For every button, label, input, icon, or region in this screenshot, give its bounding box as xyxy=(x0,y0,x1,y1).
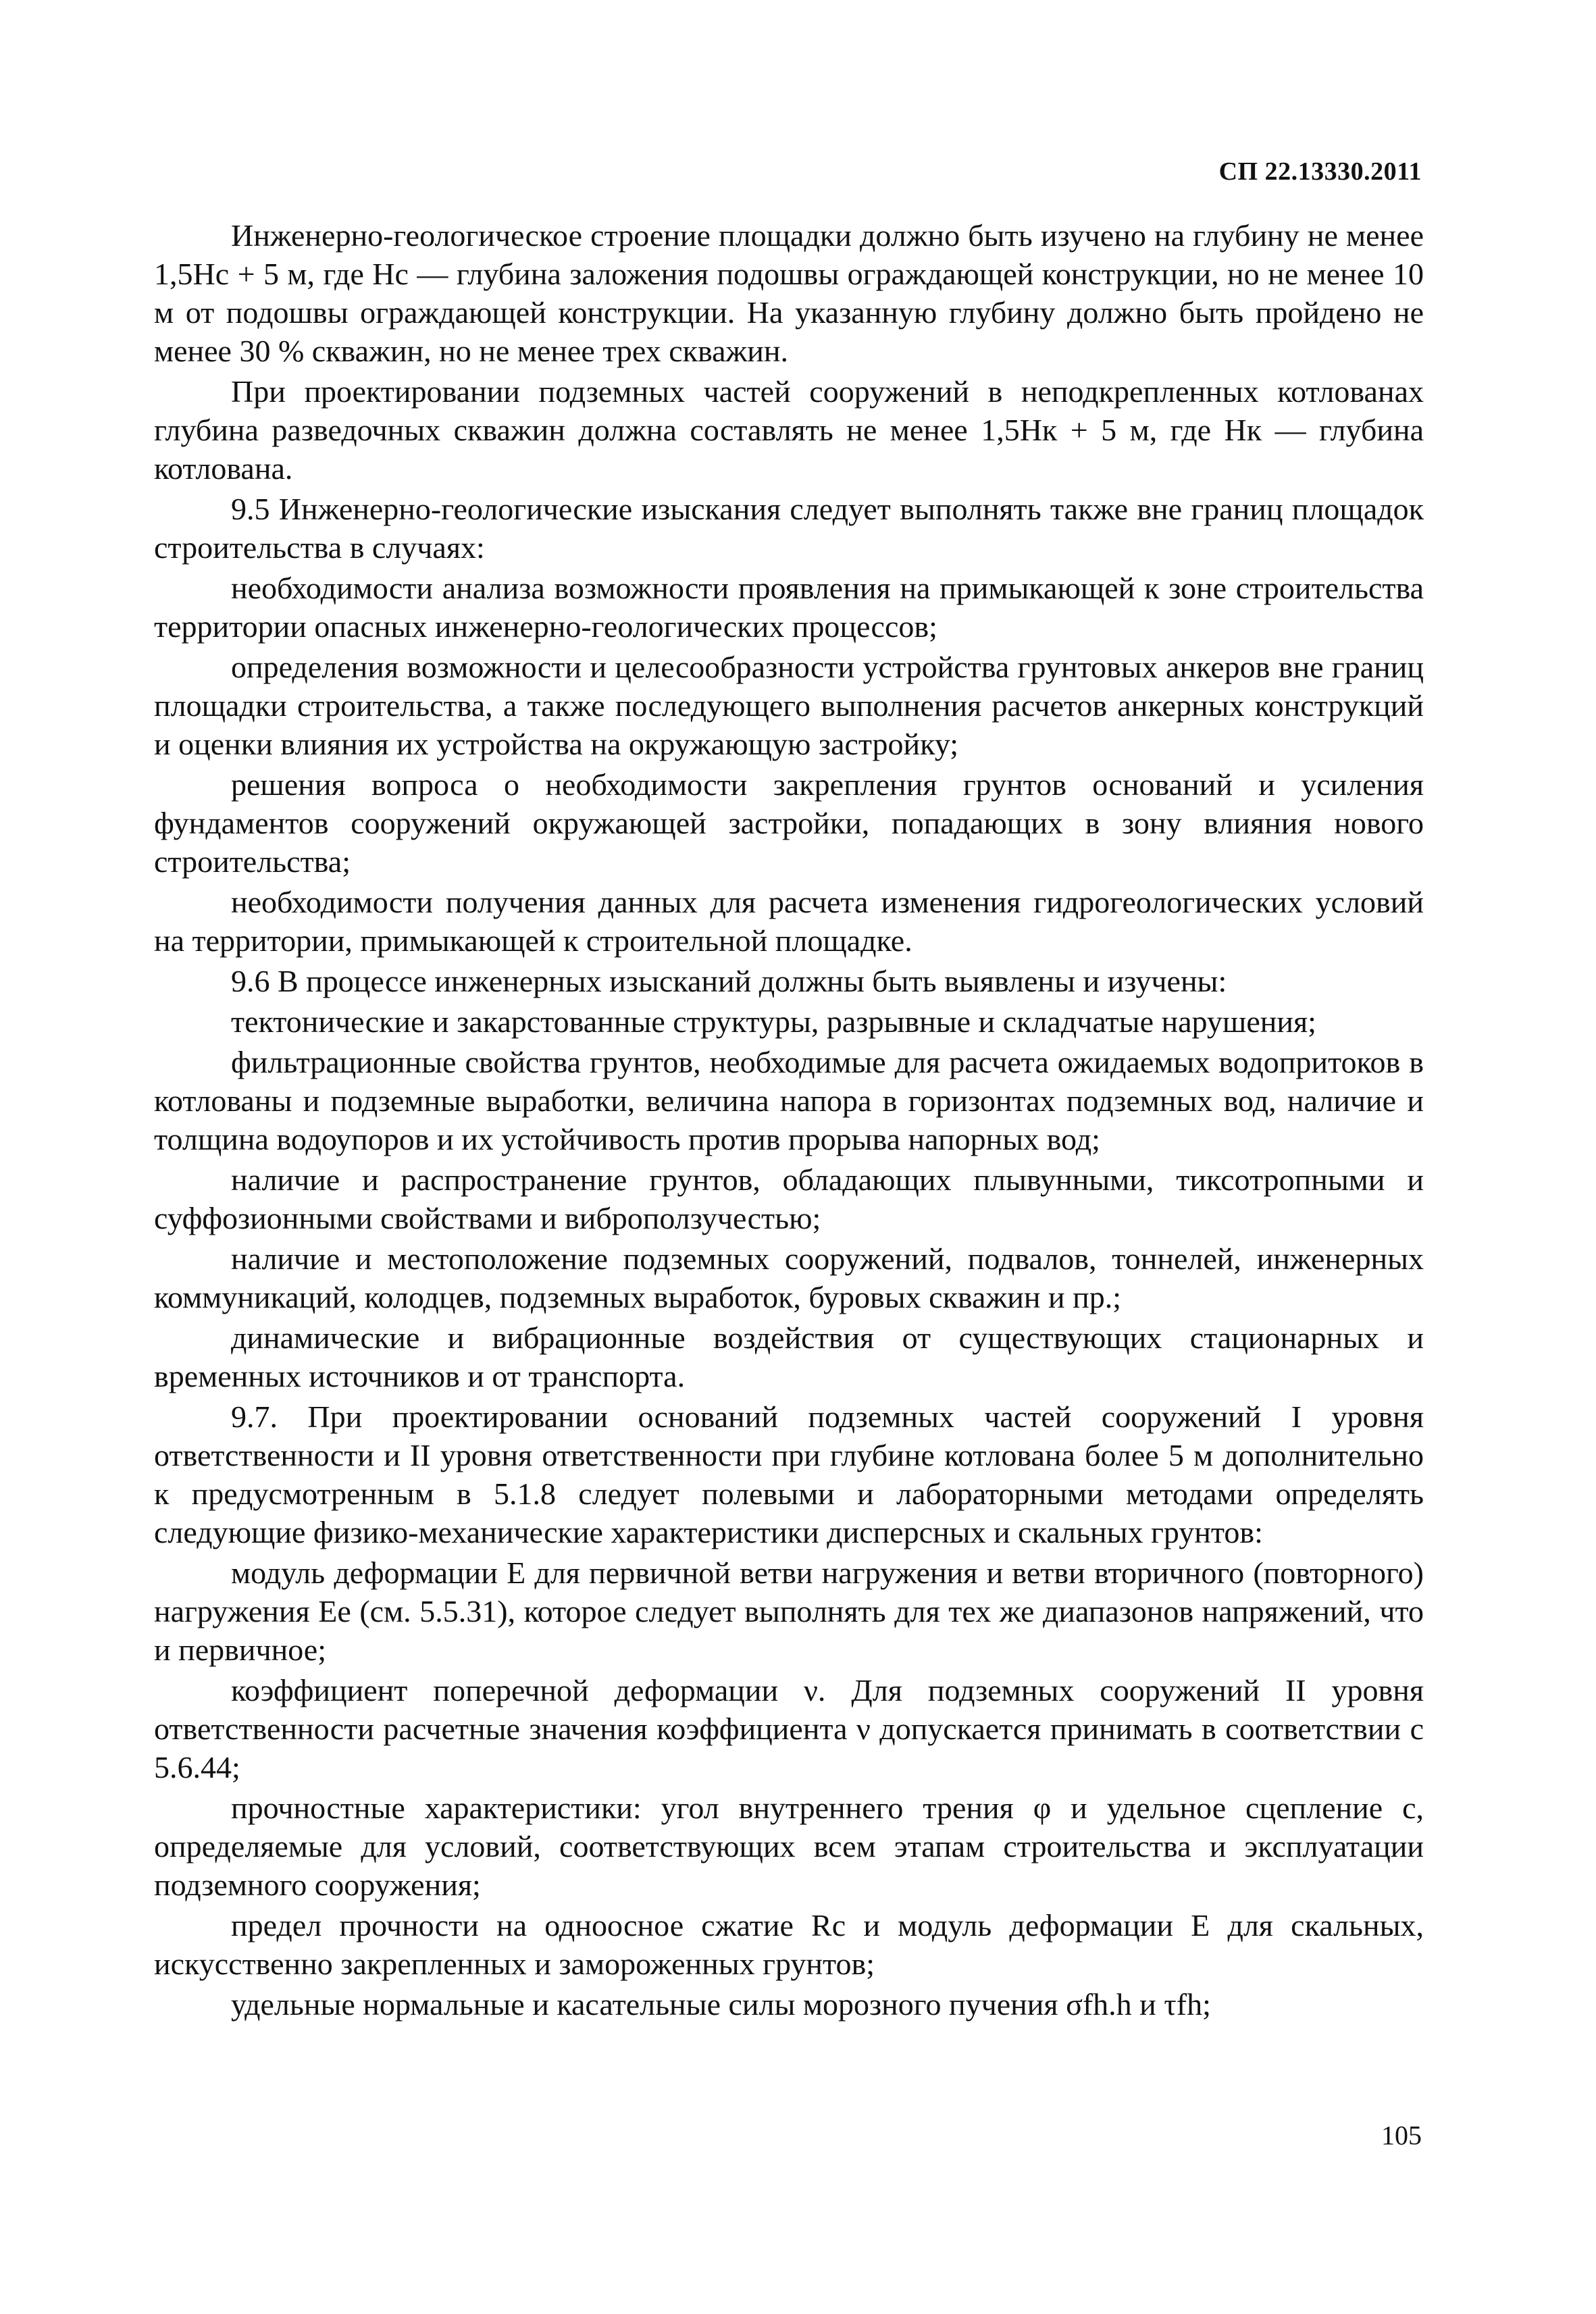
paragraph: необходимости получения данных для расчета изменения гидрогеологических условий на территории, примыкающей к строительной площадке. xyxy=(154,885,1424,958)
paragraph: наличие и местоположение подземных сооружений, подвалов, тоннелей, инженерных коммуникаций, колодцев, подземных выработок, буровых скважин и пр.; xyxy=(154,1241,1424,1314)
document-code: СП 22.13330.2011 xyxy=(1218,157,1422,186)
paragraph: модуль деформации E для первичной ветви нагружения и ветви вторичного (повторного) нагружения Ee (см. 5.5.31), которое следует выполнять для тех же диапазонов напряжений, что и первичное; xyxy=(154,1555,1424,1667)
paragraph: динамические и вибрационные воздействия от существующих стационарных и временных источников и от транспорта. xyxy=(154,1320,1424,1393)
paragraph: 9.6 В процессе инженерных изысканий должны быть выявлены и изучены: xyxy=(231,964,1227,998)
paragraph: При проектировании подземных частей сооружений в неподкрепленных котлованах глубина разведочных скважин должна составлять не менее 1,5Hк + 5 м, где Hк — глубина котлована. xyxy=(154,374,1424,486)
paragraph: необходимости анализа возможности проявления на примыкающей к зоне строительства территории опасных инженерно-геологических процессов; xyxy=(154,571,1424,644)
paragraph: тектонические и закарстованные структуры, разрывные и складчатые нарушения; xyxy=(231,1004,1316,1039)
paragraph: удельные нормальные и касательные силы морозного пучения σfh.h и τfh; xyxy=(231,1987,1211,2022)
paragraph: прочностные характеристики: угол внутреннего трения φ и удельное сцепление c, определяемые для условий, соответствующих всем этапам строительства и эксплуатации подземного сооружения; xyxy=(154,1791,1424,1902)
paragraph: 9.7. При проектировании оснований подземных частей сооружений I уровня ответственности и II уровня ответственности при глубине котлована более 5 м дополнительно к предусмотренным в 5.1.8 следует полевыми и лабораторными методами определять следующие физико-механические характеристики дисперсных и скальных грунтов: xyxy=(154,1399,1424,1549)
page-number: 105 xyxy=(1381,2120,1422,2151)
body-text xyxy=(154,216,1424,2026)
paragraph: коэффициент поперечной деформации ν. Для подземных сооружений II уровня ответственности расчетные значения коэффициента ν допускается принимать в соответствии с 5.6.44; xyxy=(154,1673,1424,1784)
paragraph: предел прочности на одноосное сжатие Rc и модуль деформации E для скальных, искусственно закрепленных и замороженных грунтов; xyxy=(154,1908,1424,1981)
paragraph: решения вопроса о необходимости закрепления грунтов оснований и усиления фундаментов сооружений окружающей застройки, попадающих в зону влияния нового строительства; xyxy=(154,767,1424,879)
paragraph: Инженерно-геологическое строение площадки должно быть изучено на глубину не менее 1,5Hс + 5 м, где Hс — глубина заложения подошвы ограждающей конструкции, но не менее 10 м от подошвы ограждающей конструкции. На указанную глубину должно быть пройдено не менее 30 % скважин, но не менее трех скважин. xyxy=(154,218,1424,368)
paragraph: наличие и распространение грунтов, обладающих плывунными, тиксотропными и суффозионными свойствами и виброползучестью; xyxy=(154,1162,1424,1235)
paragraph: фильтрационные свойства грунтов, необходимые для расчета ожидаемых водопритоков в котлованы и подземные выработки, величина напора в горизонтах подземных вод, наличие и толщина водоупоров и их устойчивость против прорыва напорных вод; xyxy=(154,1045,1424,1156)
paragraph: определения возможности и целесообразности устройства грунтовых анкеров вне границ площадки строительства, а также последующего выполнения расчетов анкерных конструкций и оценки влияния их устройства на окружающую застройку; xyxy=(154,650,1424,761)
paragraph: 9.5 Инженерно-геологические изыскания следует выполнять также вне границ площадок строительства в случаях: xyxy=(154,492,1424,565)
